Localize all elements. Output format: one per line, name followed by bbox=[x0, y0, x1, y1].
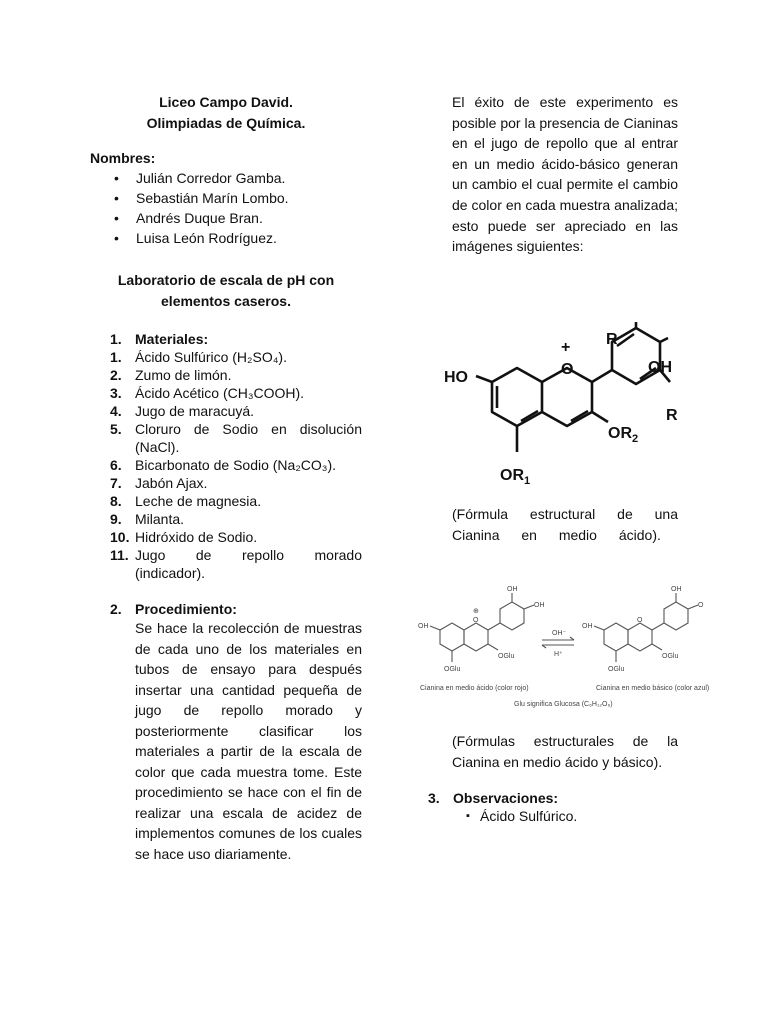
list-item: ▪ Ácido Sulfúrico. bbox=[428, 807, 678, 825]
r-top-label: R bbox=[606, 331, 618, 348]
oglu-label: OGlu bbox=[662, 653, 679, 660]
or2-label: $OR_2$ bbox=[608, 425, 639, 445]
or1-label: $OR_1$ bbox=[500, 467, 531, 487]
figure2-caption: (Fórmulas estructurales de la Cianina en medio ácido y básico). bbox=[452, 733, 678, 770]
lab-title-line-2: elementos caseros. bbox=[161, 293, 291, 309]
list-item: • Luisa León Rodríguez. bbox=[110, 228, 362, 248]
oh-label: OH bbox=[671, 586, 682, 593]
section-label: Observaciones: bbox=[453, 790, 559, 806]
right-column bbox=[422, 92, 678, 257]
figure1-caption: (Fórmula estructural de una Cianina en medio ácido). bbox=[452, 506, 678, 543]
list-item: • Andrés Duque Bran. bbox=[110, 208, 362, 228]
procedure-heading bbox=[90, 600, 362, 618]
oglu-label: OGlu bbox=[444, 666, 461, 673]
list-item: 1. Ácido Sulfúrico (H₂SO₄). bbox=[110, 349, 287, 365]
oglu-label: OGlu bbox=[498, 653, 515, 660]
oglu-label: OGlu bbox=[608, 666, 625, 673]
acid-caption: Cianina en medio ácido (color rojo) bbox=[420, 685, 529, 692]
intro-paragraph: El éxito de este experimento es posible por la presencia de Cianinas en el jugo de repollo que al entrar en un medio ácido-básico generan un cambio el cual permite el cambio de color en cada muestra analizada; esto puede ser apreciado en las imágenes siguientes: bbox=[452, 94, 678, 255]
list-item: 5. Cloruro de Sodio en disolución (NaCl). bbox=[110, 421, 362, 455]
list-item: • Sebastián Marín Lombo. bbox=[110, 188, 362, 208]
names-label: Nombres: bbox=[90, 150, 156, 166]
list-item: 3. Ácido Acético (CH₃COOH). bbox=[110, 385, 305, 401]
list-item: • Julián Corredor Gamba. bbox=[110, 168, 362, 188]
observations-section bbox=[428, 789, 678, 825]
ring-oxygen-label: O bbox=[473, 617, 479, 624]
list-item: 11. Jugo de repollo morado (indicador). bbox=[110, 547, 362, 581]
left-column bbox=[90, 92, 362, 864]
arrow-bottom-label: H⁺ bbox=[554, 651, 563, 658]
figure2-caption-box bbox=[422, 731, 678, 772]
oh-label: OH bbox=[418, 623, 429, 630]
event-name: Olimpiadas de Química. bbox=[146, 115, 306, 131]
section-label: Materiales: bbox=[135, 331, 209, 347]
list-item: 9. Milanta. bbox=[110, 511, 185, 527]
ring-oxygen-label: O bbox=[637, 617, 643, 624]
ketone-oxygen-label: O bbox=[698, 602, 704, 609]
list-item: 7. Jabón Ajax. bbox=[110, 475, 208, 491]
materials-heading bbox=[90, 330, 362, 348]
section-number: 3. bbox=[428, 790, 440, 806]
names-list bbox=[90, 168, 362, 248]
oh-label: OH bbox=[534, 602, 545, 609]
school-name: Liceo Campo David. bbox=[159, 94, 293, 110]
anthocyanin-structure-diagram bbox=[440, 322, 690, 494]
materials-list bbox=[90, 348, 362, 582]
positive-charge: + bbox=[561, 339, 571, 356]
base-caption: Cianina en medio básico (color azul) bbox=[596, 685, 710, 692]
arrow-top-label: OH⁻ bbox=[552, 630, 567, 637]
list-item: 10. Hidróxido de Sodio. bbox=[110, 529, 258, 545]
list-item: 2. Zumo de limón. bbox=[110, 367, 232, 383]
oh-label: OH bbox=[507, 586, 518, 593]
oh-label: OH bbox=[648, 359, 672, 376]
ho-label: HO bbox=[444, 369, 468, 386]
acid-base-equilibrium-diagram bbox=[410, 582, 720, 714]
section-number: 1. bbox=[110, 331, 122, 347]
list-item: 4. Jugo de maracuyá. bbox=[110, 403, 255, 419]
procedure-text: Se hace la recolección de muestras de cada uno de los materiales en tubos de ensayo para después insertar una cantidad pequeña de jugo de repollo morado y posteriormente clasificar los materiales a partir de la escala de color que cada muestra tome. Este procedimiento se hace con el fin de realizar una escala de acidez de implementos comunes de los cuales se hace uso diariamente. bbox=[135, 620, 362, 862]
ring-oxygen-label: O bbox=[561, 361, 574, 378]
figure1-caption-box bbox=[422, 504, 678, 545]
lab-title-line-1: Laboratorio de escala de pH con bbox=[117, 272, 335, 288]
list-item: 6. Bicarbonato de Sodio (Na₂CO₃). bbox=[110, 457, 337, 473]
observations-heading bbox=[428, 789, 678, 807]
section-label: Procedimiento: bbox=[135, 601, 237, 617]
oh-label: OH bbox=[582, 623, 593, 630]
section-number: 2. bbox=[110, 601, 122, 617]
list-item: 8. Leche de magnesia. bbox=[110, 493, 262, 509]
r-right-label: R bbox=[666, 407, 678, 424]
positive-charge: ⊕ bbox=[473, 608, 479, 615]
glucose-caption: Glu significa Glucosa (C₆H₁₂O₆) bbox=[514, 701, 613, 708]
